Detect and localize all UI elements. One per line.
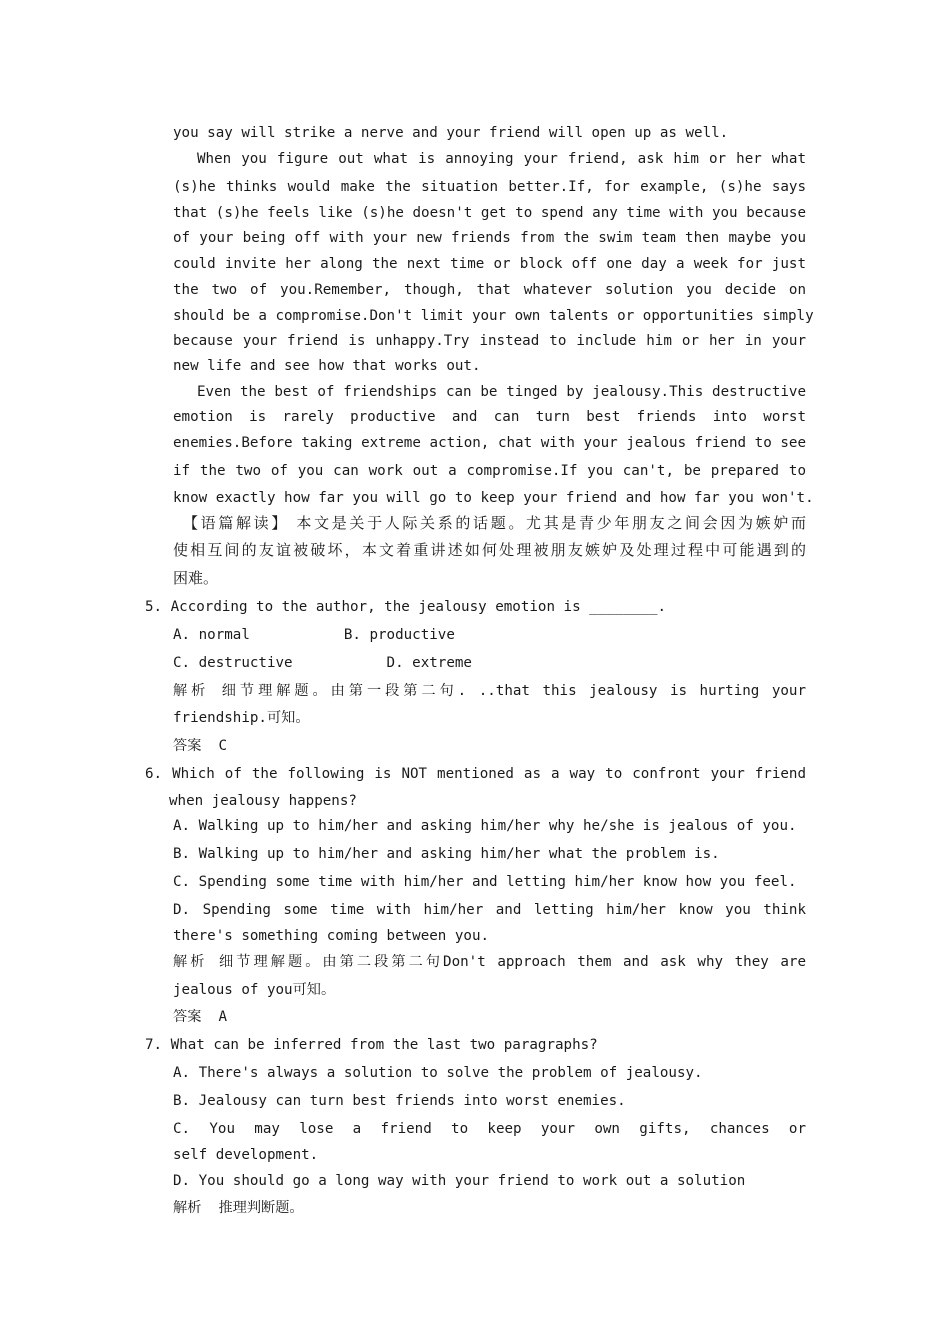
question-5-stem: 5. According to the author, the jealousy emotion is ________. — [145, 599, 667, 615]
passage-line: Even the best of friendships can be tinged by jealousy.This destructive — [197, 384, 806, 400]
passage-line: could invite her along the next time or block off one day a week for just — [173, 256, 806, 272]
reading-note-line: 困难。 — [173, 569, 219, 587]
passage-line: (s)he thinks would make the situation better.If, for example, (s)he says — [173, 179, 806, 195]
question-7-stem: 7. What can be inferred from the last two paragraphs? — [145, 1037, 598, 1053]
passage-line: emotion is rarely productive and can turn best friends into worst — [173, 409, 806, 425]
passage-line: you say will strike a nerve and your friend will open up as well. — [173, 125, 729, 141]
passage-line: the two of you.Remember, though, that whatever solution you decide on — [173, 282, 806, 298]
question-7-option: A. There's always a solution to solve the problem of jealousy. — [173, 1065, 703, 1081]
question-7-option: D. You should go a long way with your friend to work out a solution — [173, 1173, 746, 1189]
question-6-stem: 6. Which of the following is NOT mentioned as a way to confront your friend — [145, 766, 806, 782]
question-5-options-row: C. destructive D. extreme — [173, 655, 472, 671]
passage-line: enemies.Before taking extreme action, chat with your jealous friend to see — [173, 435, 806, 451]
reading-note-line: 【语篇解读】 本文是关于人际关系的话题。尤其是青少年朋友之间会因为嫉妒而 — [183, 514, 806, 532]
reading-note-line: 使相互间的友谊被破坏，本文着重讲述如何处理被朋友嫉妒及处理过程中可能遇到的 — [173, 541, 806, 559]
passage-line: When you figure out what is annoying your friend, ask him or her what — [197, 151, 806, 167]
question-6-option: B. Walking up to him/her and asking him/her what the problem is. — [173, 846, 720, 862]
question-5-analysis: 解析 细节理解题。由第一段第二句. ..that this jealousy is hurting your — [173, 683, 806, 699]
question-6-analysis: 解析 细节理解题。由第二段第二句Don't approach them and ask why they are — [173, 954, 806, 970]
question-6-option: there's something coming between you. — [173, 928, 490, 944]
question-7-option: C. You may lose a friend to keep your own gifts, chances or — [173, 1121, 806, 1137]
question-7-option: B. Jealousy can turn best friends into worst enemies. — [173, 1093, 626, 1109]
passage-line: if the two of you can work out a compromise.If you can't, be prepared to — [173, 463, 806, 479]
question-6-option: A. Walking up to him/her and asking him/her why he/she is jealous of you. — [173, 818, 797, 834]
question-6-stem: when jealousy happens? — [169, 793, 357, 809]
question-6-option: D. Spending some time with him/her and letting him/her know you think — [173, 902, 806, 918]
passage-line: should be a compromise.Don't limit your own talents or opportunities simply — [173, 308, 814, 324]
question-5-answer: 答案 C — [173, 738, 227, 754]
passage-line: new life and see how that works out. — [173, 358, 481, 374]
question-7-option: self development. — [173, 1147, 319, 1163]
question-5-analysis: friendship.可知。 — [173, 710, 310, 726]
question-6-option: C. Spending some time with him/her and letting him/her know how you feel. — [173, 874, 797, 890]
passage-line: that (s)he feels like (s)he doesn't get to spend any time with you because — [173, 205, 806, 221]
question-6-analysis: jealous of you可知。 — [173, 982, 336, 998]
passage-line: know exactly how far you will go to keep your friend and how far you won't. — [173, 490, 814, 506]
passage-line: because your friend is unhappy.Try instead to include him or her in your — [173, 333, 806, 349]
question-6-answer: 答案 A — [173, 1009, 227, 1025]
question-5-options-row: A. normal B. productive — [173, 627, 455, 643]
question-7-analysis: 解析 推理判断题。 — [173, 1200, 304, 1216]
passage-line: of your being off with your new friends from the swim team then maybe you — [173, 230, 806, 246]
